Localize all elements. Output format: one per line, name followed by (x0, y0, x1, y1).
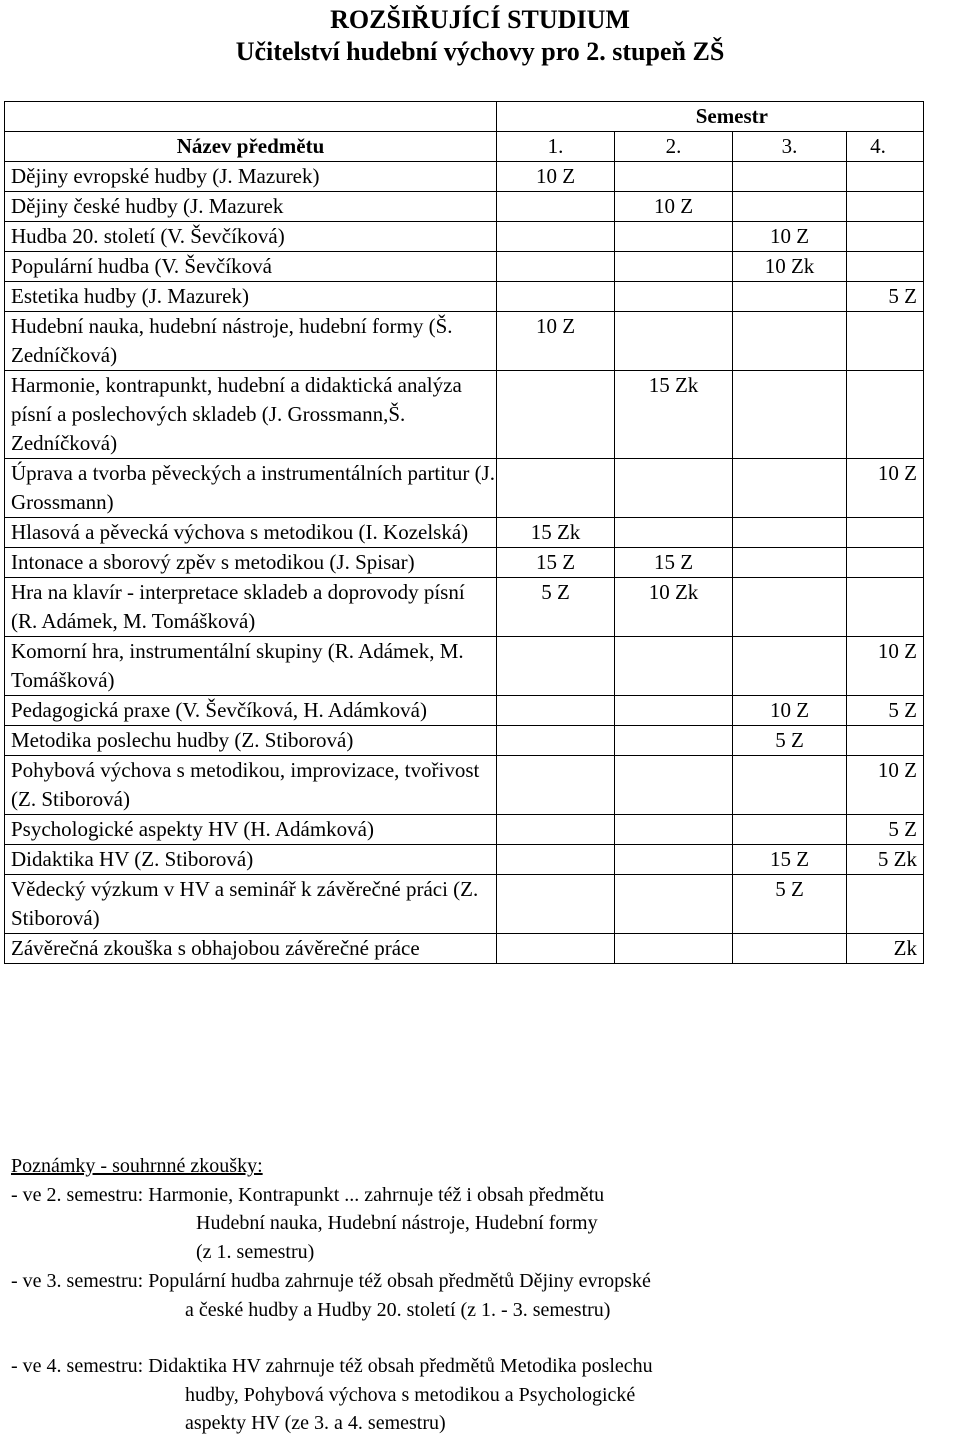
semester-4-value (847, 312, 924, 371)
semester-4-value: 10 Z (847, 459, 924, 518)
table-row (5, 934, 924, 964)
semester-1-value: 10 Z (497, 162, 615, 192)
course-name: Hudební nauka, hudební nástroje, hudební formy (Š. Zedníčková) (5, 312, 497, 371)
table-row (5, 875, 924, 934)
semester-1-value: 10 Z (497, 312, 615, 371)
semester-3-value: 5 Z (733, 726, 847, 756)
semester-4-value: 10 Z (847, 637, 924, 696)
semester-1-header: 1. (497, 132, 615, 162)
semester-4-value (847, 518, 924, 548)
semester-3-header: 3. (733, 132, 847, 162)
semester-3-value (733, 548, 847, 578)
course-name: Hudba 20. století (V. Ševčíková) (5, 222, 497, 252)
semester-2-value (615, 162, 733, 192)
semester-4-value: 10 Z (847, 756, 924, 815)
semester-2-value: 15 Zk (615, 371, 733, 459)
semester-4-value: 5 Zk (847, 845, 924, 875)
semester-1-value: 5 Z (497, 578, 615, 637)
table-row (5, 282, 924, 312)
semester-2-value: 15 Z (615, 548, 733, 578)
table-row (5, 578, 924, 637)
semester-3-value: 10 Z (733, 222, 847, 252)
notes-title: Poznámky - souhrnné zkoušky: (11, 1155, 263, 1177)
header-blank-cell (5, 102, 497, 132)
semester-1-value (497, 637, 615, 696)
table-row (5, 459, 924, 518)
semester-2-value (615, 875, 733, 934)
semester-1-value (497, 282, 615, 312)
course-name: Hra na klavír - interpretace skladeb a doprovody písní (R. Adámek, M. Tomášková) (5, 578, 497, 637)
course-name: Pohybová výchova s metodikou, improvizace, tvořivost (Z. Stiborová) (5, 756, 497, 815)
semester-3-value: 5 Z (733, 875, 847, 934)
semester-2-value: 10 Zk (615, 578, 733, 637)
semester-1-value (497, 252, 615, 282)
table-row (5, 162, 924, 192)
semester-2-value (615, 282, 733, 312)
semester-4-value (847, 162, 924, 192)
semester-3-value (733, 756, 847, 815)
semester-1-value (497, 696, 615, 726)
semestr-header: Semestr (497, 102, 924, 132)
semester-3-value (733, 637, 847, 696)
semester-1-value: 15 Zk (497, 518, 615, 548)
semester-2-value (615, 815, 733, 845)
table-row (5, 548, 924, 578)
semester-3-value (733, 934, 847, 964)
semester-4-value: 5 Z (847, 282, 924, 312)
course-name: Harmonie, kontrapunkt, hudební a didaktická analýza písní a poslechových skladeb (J. Grossmann,Š. Zedníčková) (5, 371, 497, 459)
semester-2-value (615, 312, 733, 371)
semester-3-value (733, 815, 847, 845)
semester-4-value (847, 252, 924, 282)
semester-1-value (497, 934, 615, 964)
course-name: Závěrečná zkouška s obhajobou závěrečné práce (5, 934, 497, 964)
course-name: Psychologické aspekty HV (H. Adámková) (5, 815, 497, 845)
semester-2-header: 2. (615, 132, 733, 162)
table-row (5, 518, 924, 548)
semester-2-value (615, 726, 733, 756)
note-line: - ve 4. semestru: Didaktika HV zahrnuje též obsah předmětů Metodika poslechu (11, 1355, 653, 1377)
semester-1-value (497, 756, 615, 815)
note-line: Hudební nauka, Hudební nástroje, Hudební formy (196, 1212, 598, 1234)
semester-3-value (733, 371, 847, 459)
semester-3-value (733, 459, 847, 518)
course-name: Úprava a tvorba pěveckých a instrumentálních partitur (J. Grossmann) (5, 459, 497, 518)
semester-3-value: 15 Z (733, 845, 847, 875)
semester-3-value: 10 Zk (733, 252, 847, 282)
semester-1-value (497, 815, 615, 845)
table-row (5, 726, 924, 756)
name-header: Název předmětu (5, 132, 497, 162)
semester-1-value (497, 222, 615, 252)
table-row (5, 222, 924, 252)
semester-4-value (847, 548, 924, 578)
semester-3-value (733, 518, 847, 548)
notes-section (11, 1152, 263, 1181)
semester-2-value (615, 845, 733, 875)
note-line: aspekty HV (ze 3. a 4. semestru) (185, 1412, 446, 1434)
course-name: Dějiny evropské hudby (J. Mazurek) (5, 162, 497, 192)
semester-2-value (615, 696, 733, 726)
semester-3-value (733, 162, 847, 192)
semester-4-value: 5 Z (847, 696, 924, 726)
course-name: Populární hudba (V. Ševčíková (5, 252, 497, 282)
semester-1-value (497, 459, 615, 518)
note-line: - ve 3. semestru: Populární hudba zahrnuje též obsah předmětů Dějiny evropské (11, 1270, 651, 1292)
semester-1-value (497, 845, 615, 875)
semester-1-value (497, 726, 615, 756)
course-name: Intonace a sborový zpěv s metodikou (J. Spisar) (5, 548, 497, 578)
semester-2-value (615, 756, 733, 815)
semester-2-value (615, 518, 733, 548)
semester-4-value (847, 875, 924, 934)
note-line: a české hudby a Hudby 20. století (z 1. - 3. semestru) (185, 1299, 611, 1321)
table-row (5, 637, 924, 696)
semester-1-value (497, 192, 615, 222)
document-title: ROZŠIŘUJÍCÍ STUDIUM (330, 5, 630, 34)
course-name: Hlasová a pěvecká výchova s metodikou (I. Kozelská) (5, 518, 497, 548)
header-row-semestr (5, 102, 924, 132)
course-table (4, 101, 924, 964)
semester-3-value (733, 578, 847, 637)
semester-4-value (847, 371, 924, 459)
table-row (5, 252, 924, 282)
table-row (5, 371, 924, 459)
semester-2-value (615, 459, 733, 518)
course-name: Pedagogická praxe (V. Ševčíková, H. Adámková) (5, 696, 497, 726)
semester-4-value: Zk (847, 934, 924, 964)
document-subtitle: Učitelství hudební výchovy pro 2. stupeň ZŠ (235, 37, 725, 66)
semester-1-value (497, 371, 615, 459)
table-row (5, 756, 924, 815)
semester-2-value (615, 252, 733, 282)
note-line: (z 1. semestru) (196, 1241, 315, 1263)
semester-1-value: 15 Z (497, 548, 615, 578)
semester-2-value (615, 934, 733, 964)
semester-4-value (847, 726, 924, 756)
course-name: Dějiny české hudby (J. Mazurek (5, 192, 497, 222)
semester-4-value (847, 192, 924, 222)
course-name: Vědecký výzkum v HV a seminář k závěrečné práci (Z. Stiborová) (5, 875, 497, 934)
semester-1-value (497, 875, 615, 934)
semester-3-value: 10 Z (733, 696, 847, 726)
semester-2-value: 10 Z (615, 192, 733, 222)
note-line: hudby, Pohybová výchova s metodikou a Psychologické (185, 1384, 636, 1406)
semester-2-value (615, 222, 733, 252)
table-row (5, 815, 924, 845)
semester-4-header: 4. (847, 132, 924, 162)
course-name: Didaktika HV (Z. Stiborová) (5, 845, 497, 875)
semester-4-value (847, 222, 924, 252)
semester-4-value: 5 Z (847, 815, 924, 845)
semester-3-value (733, 282, 847, 312)
table-row (5, 696, 924, 726)
semester-4-value (847, 578, 924, 637)
course-name: Komorní hra, instrumentální skupiny (R. Adámek, M. Tomášková) (5, 637, 497, 696)
header-row-names (5, 132, 924, 162)
course-name: Estetika hudby (J. Mazurek) (5, 282, 497, 312)
semester-3-value (733, 192, 847, 222)
note-line: - ve 2. semestru: Harmonie, Kontrapunkt ... zahrnuje též i obsah předmětu (11, 1184, 605, 1206)
table-row (5, 192, 924, 222)
table-row (5, 312, 924, 371)
semester-3-value (733, 312, 847, 371)
semester-2-value (615, 637, 733, 696)
table-row (5, 845, 924, 875)
course-name: Metodika poslechu hudby (Z. Stiborová) (5, 726, 497, 756)
